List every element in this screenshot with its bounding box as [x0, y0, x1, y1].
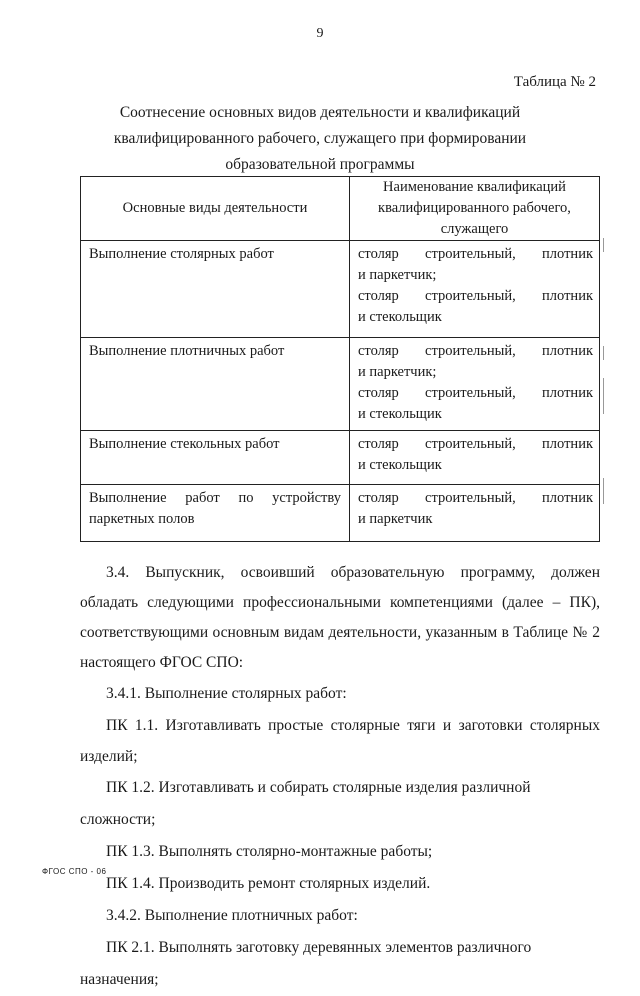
- scan-artifact: [603, 478, 604, 504]
- qualification-line: и паркетчик;: [358, 267, 437, 283]
- qualification-line: и стекольщик: [358, 406, 442, 422]
- qualification-line: столяр строительный, плотник: [358, 288, 593, 304]
- activity-cell: Выполнение стекольных работ: [81, 431, 350, 485]
- table-row: [81, 338, 600, 431]
- table-row: [81, 431, 600, 485]
- scan-artifact: [603, 238, 604, 252]
- qualification-line: столяр строительный, плотник: [358, 490, 593, 506]
- competency-item: ПК 1.2. Изготавливать и собирать столярные изделия различной сложности;: [80, 779, 531, 828]
- document-footer: ФГОС СПО - 06: [42, 867, 107, 876]
- activity-cell: [81, 485, 350, 542]
- qualification-cell: [350, 338, 600, 431]
- page-number: 9: [316, 26, 324, 41]
- section-heading: 3.4.1. Выполнение столярных работ:: [106, 685, 347, 702]
- competency-item-continuation: изделий;: [80, 748, 138, 765]
- table-header-row: [81, 177, 600, 241]
- qualification-line: столяр строительный, плотник: [358, 343, 593, 359]
- table-row: [81, 241, 600, 338]
- qualifications-table: [80, 176, 600, 542]
- section-heading: 3.4.2. Выполнение плотничных работ:: [106, 907, 358, 924]
- qualification-line: столяр строительный, плотник: [358, 385, 593, 401]
- qualification-line: столяр строительный, плотник: [358, 246, 593, 262]
- paragraph-3-4: 3.4. Выпускник, освоивший образовательную программу, должен обладать следующими профессиональными компетенциями (далее – ПК), соответствующими основным видам деятельности, указанным в Таблице № 2 настоящего ФГОС СПО:: [80, 564, 600, 671]
- header-activities: Основные виды деятельности: [81, 177, 350, 241]
- title-line: образовательной программы: [225, 156, 415, 173]
- qualification-cell: [350, 431, 600, 485]
- qualification-line: и паркетчик: [358, 511, 433, 527]
- qualification-cell: [350, 241, 600, 338]
- header-qualifications: Наименование квалификаций квалифицированного рабочего, служащего: [350, 177, 600, 241]
- competency-item: ПК 1.1. Изготавливать простые столярные тяги и заготовки столярных: [106, 717, 600, 734]
- table-label: Таблица № 2: [513, 74, 596, 90]
- qualification-line: и паркетчик;: [358, 364, 437, 380]
- qualification-cell: [350, 485, 600, 542]
- scan-artifact: [603, 378, 604, 414]
- activity-text: Выполнение работ по устройству паркетных полов: [89, 490, 341, 527]
- table-row: [81, 485, 600, 542]
- qualification-line: и стекольщик: [358, 457, 442, 473]
- qualification-line: и стекольщик: [358, 309, 442, 325]
- qualification-line: столяр строительный, плотник: [358, 436, 593, 452]
- competency-item: ПК 1.4. Производить ремонт столярных изделий.: [106, 875, 431, 892]
- title-line: квалифицированного рабочего, служащего при формировании: [113, 130, 527, 147]
- competency-item: ПК 2.1. Выполнять заготовку деревянных элементов различного назначения;: [80, 939, 532, 988]
- title-line: Соотнесение основных видов деятельности и квалификаций: [119, 104, 521, 121]
- body-text: [80, 558, 600, 996]
- activity-cell: Выполнение плотничных работ: [81, 338, 350, 431]
- table-title: [80, 100, 560, 178]
- activity-cell: Выполнение столярных работ: [81, 241, 350, 338]
- scan-artifact: [603, 346, 604, 360]
- competency-item: ПК 1.3. Выполнять столярно-монтажные работы;: [106, 843, 433, 860]
